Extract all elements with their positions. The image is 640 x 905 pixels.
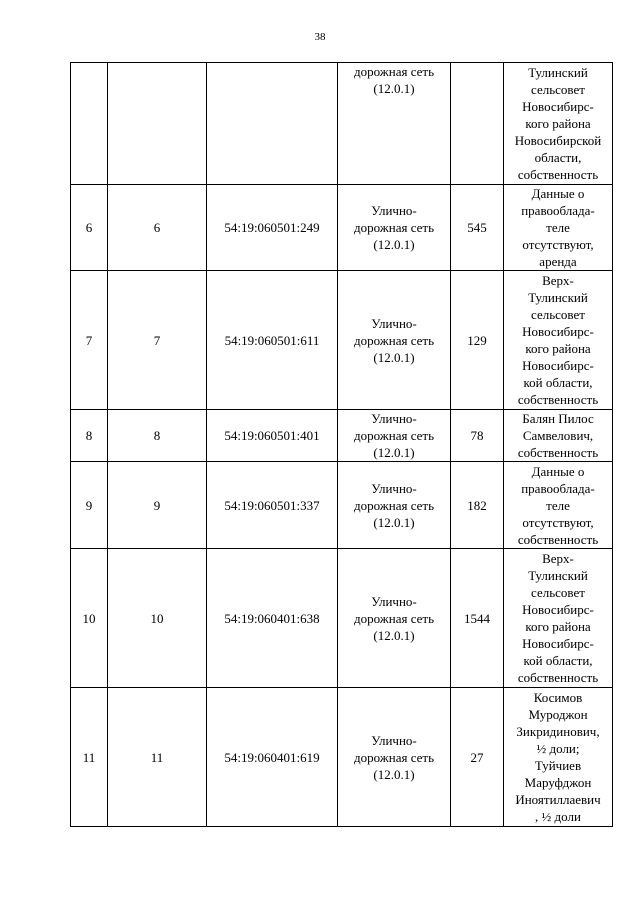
table-row <box>71 462 613 549</box>
permitted-use-cell: Улично- дорожная сеть (12.0.1) <box>338 462 451 549</box>
sub-number-cell: 10 <box>108 549 207 688</box>
row-number-cell: 8 <box>71 410 108 462</box>
sub-number-cell: 11 <box>108 688 207 827</box>
area-cell <box>451 63 504 185</box>
table-row <box>71 271 613 410</box>
table-row <box>71 185 613 271</box>
area-cell: 78 <box>451 410 504 462</box>
permitted-use-cell: Улично- дорожная сеть (12.0.1) <box>338 549 451 688</box>
row-number-cell: 9 <box>71 462 108 549</box>
cadastral-number-cell: 54:19:060501:401 <box>207 410 338 462</box>
sub-number-cell: 9 <box>108 462 207 549</box>
owner-cell: Тулинский сельсовет Новосибирс- кого района Новосибирской области, собственность <box>504 63 613 185</box>
table-row <box>71 549 613 688</box>
owner-cell: Балян Пилос Самвелович, собственность <box>504 410 613 462</box>
owner-cell: Косимов Муроджон Зикридинович, ½ доли; Туйчиев Маруфджон Иноятиллаевич , ½ доли <box>504 688 613 827</box>
permitted-use-cell: Улично- дорожная сеть (12.0.1) <box>338 410 451 462</box>
owner-cell: Верх- Тулинский сельсовет Новосибирс- кого района Новосибирс- кой области, собственность <box>504 271 613 410</box>
owner-cell: Верх- Тулинский сельсовет Новосибирс- кого района Новосибирс- кой области, собственность <box>504 549 613 688</box>
row-number-cell: 10 <box>71 549 108 688</box>
table-row <box>71 410 613 462</box>
sub-number-cell <box>108 63 207 185</box>
area-cell: 545 <box>451 185 504 271</box>
area-cell: 1544 <box>451 549 504 688</box>
row-number-cell: 6 <box>71 185 108 271</box>
table-row <box>71 63 613 185</box>
owner-cell: Данные о правооблада- теле отсутствуют, аренда <box>504 185 613 271</box>
cadastral-number-cell: 54:19:060501:249 <box>207 185 338 271</box>
cadastral-number-cell: 54:19:060501:337 <box>207 462 338 549</box>
permitted-use-cell: дорожная сеть (12.0.1) <box>338 63 451 185</box>
permitted-use-cell: Улично- дорожная сеть (12.0.1) <box>338 688 451 827</box>
area-cell: 129 <box>451 271 504 410</box>
row-number-cell: 7 <box>71 271 108 410</box>
permitted-use-cell: Улично- дорожная сеть (12.0.1) <box>338 271 451 410</box>
table-row <box>71 688 613 827</box>
cadastral-number-cell <box>207 63 338 185</box>
sub-number-cell: 7 <box>108 271 207 410</box>
cadastral-number-cell: 54:19:060401:638 <box>207 549 338 688</box>
area-cell: 27 <box>451 688 504 827</box>
row-number-cell: 11 <box>71 688 108 827</box>
cadastral-number-cell: 54:19:060401:619 <box>207 688 338 827</box>
land-plots-table <box>70 62 613 827</box>
sub-number-cell: 8 <box>108 410 207 462</box>
cadastral-number-cell: 54:19:060501:611 <box>207 271 338 410</box>
page-number: 38 <box>314 31 326 43</box>
permitted-use-cell: Улично- дорожная сеть (12.0.1) <box>338 185 451 271</box>
sub-number-cell: 6 <box>108 185 207 271</box>
owner-cell: Данные о правооблада- теле отсутствуют, собственность <box>504 462 613 549</box>
area-cell: 182 <box>451 462 504 549</box>
row-number-cell <box>71 63 108 185</box>
